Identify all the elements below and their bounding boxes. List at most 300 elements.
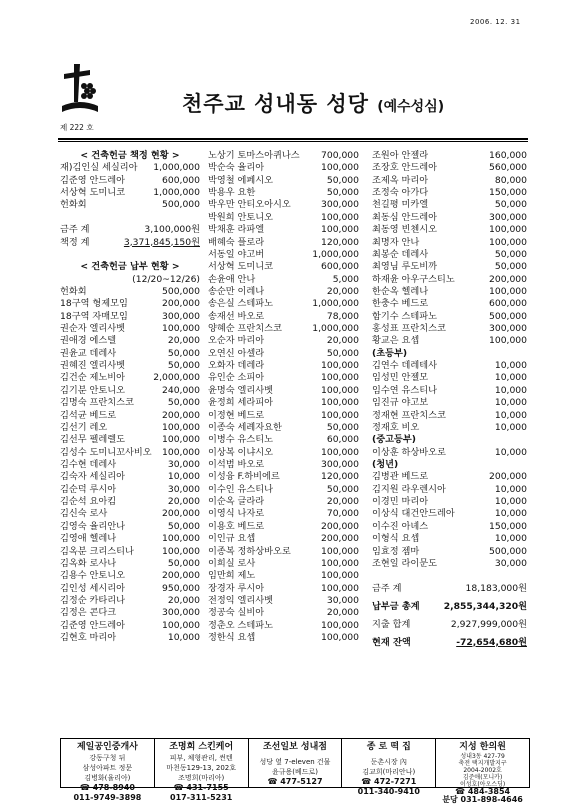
donation-amount: 300,000	[321, 458, 359, 470]
donation-amount: 100,000	[321, 582, 359, 594]
section-heading-pledge: < 건축헌금 책정 현황 >	[80, 150, 180, 161]
donation-amount: 100,000	[321, 570, 359, 582]
donor-row	[60, 410, 200, 422]
donor-row	[208, 459, 359, 471]
donation-amount: 10,000	[167, 632, 200, 644]
donation-amount: 10,000	[494, 533, 527, 545]
donor-row	[372, 508, 527, 520]
ad-line: 윤규용(베드로)	[271, 768, 319, 776]
donor-row	[60, 595, 200, 607]
donor-row	[208, 199, 359, 211]
donation-amount: 1,000,000	[312, 323, 359, 335]
ad-line: 2004-2002호	[463, 767, 502, 774]
donor-row	[60, 397, 200, 409]
weekly-sum: 금주 계 18,183,000원	[372, 582, 527, 594]
donation-amount: 950,000	[162, 582, 200, 594]
donation-amount: 50,000	[167, 360, 200, 372]
donor-row	[60, 335, 200, 347]
donation-amount: 20,000	[326, 335, 359, 347]
donor-row	[208, 410, 359, 422]
donor-name: 서상혁 도미니코	[208, 261, 274, 273]
donation-amount: 100,000	[321, 224, 359, 236]
donor-name: 한충수 베드로	[372, 298, 429, 310]
donor-name: 최동영 빈첸시오	[372, 224, 438, 236]
donation-amount: 100,000	[162, 545, 200, 557]
donation-amount: 100,000	[489, 335, 527, 347]
ad-name: 지성 한의원	[459, 742, 506, 752]
donor-row	[372, 237, 527, 249]
donor-name: 하재윤 아우구스티노	[372, 273, 455, 285]
donation-amount: 60,000	[326, 434, 359, 446]
donation-amount: 600,000	[321, 261, 359, 273]
donor-row	[60, 360, 200, 372]
current-balance: 현재 잔액 -72,654,680원	[372, 636, 527, 648]
ad-phone: ☎ 478-8940	[79, 783, 135, 792]
paid-grand-total: 납부금 총계 2,855,344,320원	[372, 600, 527, 612]
donor-name: 김순덕 루시아	[60, 483, 117, 495]
donor-name: 정한식 요셉	[208, 632, 256, 644]
donation-amount: 160,000	[489, 150, 527, 161]
donation-amount: 20,000	[326, 285, 359, 297]
page-title	[182, 88, 444, 118]
donor-name: 김정은 콘다크	[60, 607, 117, 619]
pledge-weekly-total: 금주 계 3,100,000원	[60, 224, 200, 236]
donor-row	[372, 335, 527, 347]
ad-box	[249, 739, 343, 787]
donor-name: 이종복 정하상바오로	[208, 545, 291, 557]
donor-row	[208, 249, 359, 261]
donor-name: 김명숙 프란치스코	[60, 397, 134, 409]
donor-row	[60, 187, 200, 199]
donor-name: 이희실 로사	[208, 557, 256, 569]
ad-line: 둔촌시장 內	[370, 758, 407, 766]
donor-name: 김수현 데레사	[60, 458, 117, 470]
subheading-middle-high: (중고등부)	[372, 434, 416, 446]
donor-row	[372, 372, 527, 384]
donation-amount: 10,000	[494, 421, 527, 433]
donor-name: 김영숙 율리안나	[60, 520, 126, 532]
donation-amount: 100,000	[321, 360, 359, 372]
donor-name: 임성민 안젤모	[372, 372, 429, 384]
donor-name: 김연수 데레테사	[372, 360, 438, 372]
ad-line: 이성호(아오스딩)	[459, 781, 506, 788]
donor-row	[372, 546, 527, 558]
donor-name: 조장호 안드레아	[372, 162, 438, 174]
donation-amount: 50,000	[167, 397, 200, 409]
donation-amount: 500,000	[489, 545, 527, 557]
donor-name: 임효정 젬마	[372, 545, 420, 557]
donor-row	[208, 323, 359, 335]
header-divider-thin	[58, 141, 528, 142]
donor-row	[208, 447, 359, 459]
donor-row	[208, 150, 359, 162]
donation-amount: 30,000	[167, 483, 200, 495]
donation-amount: 500,000	[489, 310, 527, 322]
donor-row	[372, 410, 527, 422]
donor-name: 송은실 스테파노	[208, 298, 274, 310]
donor-name: 조현일 라이문도	[372, 557, 438, 569]
donation-amount: 5,000	[332, 273, 359, 285]
subheading-elementary: (초등부)	[372, 347, 408, 359]
donor-name: 김선무 펠레렐도	[60, 434, 126, 446]
donation-amount: 240,000	[162, 384, 200, 396]
donor-name: 권애경 에스텔	[60, 335, 117, 347]
ad-line: 성내3동 427-79	[460, 753, 505, 760]
donor-name: 황교은 요셉	[372, 335, 420, 347]
donor-row	[372, 162, 527, 174]
donation-amount: 50,000	[326, 483, 359, 495]
donor-row	[372, 360, 527, 372]
donor-name: 이경민 마리아	[372, 496, 429, 508]
donor-row	[372, 323, 527, 335]
ad-line: 조명희(마리아)	[178, 774, 225, 782]
donor-row	[208, 607, 359, 619]
donor-row	[60, 162, 200, 174]
donor-row	[208, 348, 359, 360]
donor-row	[208, 521, 359, 533]
donor-name: 김기분 안토니오	[60, 384, 126, 396]
donor-row	[208, 187, 359, 199]
donor-name: 정춘오 스테파노	[208, 619, 274, 631]
section-heading-payment: < 건축헌금 납부 현황 >	[80, 261, 180, 273]
donor-name: 노상기 토마스아퀴나스	[208, 150, 300, 161]
donor-row	[60, 385, 200, 397]
ad-name: 조명희 스킨케어	[169, 742, 234, 752]
donor-name: 이성융 F.하비에르	[208, 471, 280, 483]
donor-row	[60, 471, 200, 483]
donation-amount: 300,000	[489, 211, 527, 223]
donor-name: 이영식 나자로	[208, 508, 265, 520]
donor-name: 최봉순 데레사	[372, 248, 429, 260]
bulletin-date: 2006. 12. 31	[470, 18, 521, 26]
donor-row	[372, 496, 527, 508]
donor-name: 서동일 야고버	[208, 248, 265, 260]
donor-row	[208, 434, 359, 446]
ad-phone: ☎ 484-3854	[455, 787, 511, 796]
donor-row	[60, 632, 200, 644]
donor-name: 송재선 바오로	[208, 310, 265, 322]
donor-name: 권윤교 데레사	[60, 347, 117, 359]
ad-line: 강동구청 뒤	[89, 754, 126, 762]
donor-row	[60, 199, 200, 211]
donor-name: 18구역 자매모임	[60, 310, 128, 322]
donor-row	[372, 521, 527, 533]
ad-line: 성당 옆 7-eleven 건물	[259, 758, 331, 766]
donor-name: 홍성표 프란치스코	[372, 323, 446, 335]
header-divider	[58, 138, 528, 140]
donor-name: 이상훈 하상바오로	[372, 446, 446, 458]
donor-name: 헌화회	[60, 285, 87, 297]
donor-name: 이종숙 세례자요한	[208, 421, 282, 433]
donation-amount: 100,000	[162, 323, 200, 335]
donation-amount: 200,000	[321, 520, 359, 532]
donor-name: 임수연 유스티나	[372, 384, 438, 396]
donation-amount: 50,000	[167, 557, 200, 569]
donor-row	[372, 274, 527, 286]
donor-name: 김성수 도미니꼬사비오	[60, 446, 152, 458]
donor-row	[208, 397, 359, 409]
ad-line: 김준애(모니카)	[462, 774, 503, 781]
donor-row	[208, 237, 359, 249]
ad-box	[61, 739, 155, 802]
donation-amount: 300,000	[162, 310, 200, 322]
donor-row	[60, 484, 200, 496]
donor-row	[208, 360, 359, 372]
donor-name: 이인규 요셉	[208, 533, 256, 545]
donor-row	[372, 187, 527, 199]
donor-name: 이상식 대건안드레아	[372, 508, 455, 520]
donor-row	[208, 570, 359, 582]
donor-row	[372, 533, 527, 545]
donor-row	[372, 249, 527, 261]
donation-amount: 100,000	[162, 619, 200, 631]
donation-amount: 200,000	[489, 273, 527, 285]
ad-line: 마천동129-13, 202호	[166, 764, 237, 772]
donor-name: 서상혁 도미니코	[60, 187, 126, 199]
donor-name: 박영철 에페시오	[208, 174, 274, 186]
donation-amount: 100,000	[321, 619, 359, 631]
donor-row	[60, 434, 200, 446]
donor-row	[60, 607, 200, 619]
donor-row	[372, 311, 527, 323]
donor-row	[208, 533, 359, 545]
donation-amount: 300,000	[162, 607, 200, 619]
donation-amount: 300,000	[489, 323, 527, 335]
donor-name: 조원아 안젤라	[372, 150, 429, 161]
donation-amount: 300,000	[321, 199, 359, 211]
ad-phone: ☎ 472-7271	[361, 777, 417, 786]
donor-row	[208, 274, 359, 286]
ad-phone: 017-311-5231	[170, 793, 233, 802]
ad-line: 김교희(마리안나)	[362, 768, 416, 776]
donor-name: 18구역 형제모임	[60, 298, 128, 310]
ad-phone: 011-340-9410	[357, 787, 420, 796]
donor-row	[372, 558, 527, 570]
donation-amount: 1,000,000	[312, 298, 359, 310]
donor-name: 오순자 마리아	[208, 335, 265, 347]
ad-line: 김병화(율리아)	[84, 774, 131, 782]
donation-amount: 50,000	[167, 347, 200, 359]
donor-row	[372, 199, 527, 211]
expense-total: 지출 합계 2,927,999,000원	[372, 618, 527, 630]
donor-row	[372, 150, 527, 162]
donor-row	[372, 224, 527, 236]
donor-name: 이병수 유스티노	[208, 434, 274, 446]
donor-row	[60, 422, 200, 434]
donor-name: 이수인 유스티나	[208, 483, 274, 495]
pledge-grand-total: 책정 계 3,371,845,150원	[60, 236, 200, 248]
donation-amount: 120,000	[321, 471, 359, 483]
advertisement-bar	[60, 738, 530, 804]
donor-name: 김옥분 크리스티나	[60, 545, 134, 557]
donor-name: 이순옥 글라라	[208, 496, 265, 508]
donor-row	[372, 261, 527, 273]
donor-name: 오연신 아셀라	[208, 347, 265, 359]
donation-amount: 78,000	[326, 310, 359, 322]
donation-amount: 200,000	[162, 409, 200, 421]
ad-phone: 011-9749-3898	[73, 793, 142, 802]
donation-amount: 10,000	[494, 496, 527, 508]
payment-period: (12/20~12/26)	[132, 273, 200, 285]
ad-phone: ☎ 477-5127	[267, 777, 323, 786]
donation-amount: 150,000	[489, 187, 527, 199]
donor-name: 김옥화 로사나	[60, 557, 117, 569]
ad-box	[436, 739, 529, 804]
donation-amount: 30,000	[167, 458, 200, 470]
donor-row	[60, 459, 200, 471]
donor-row	[60, 372, 200, 384]
donation-amount: 20,000	[326, 607, 359, 619]
donor-name: 배혜숙 플로라	[208, 236, 265, 248]
donor-row	[208, 224, 359, 236]
donor-name: 조제옥 마리아	[372, 174, 429, 186]
donor-row	[372, 286, 527, 298]
donor-row	[60, 546, 200, 558]
donor-name: 이상복 이냐시오	[208, 446, 274, 458]
donor-row	[208, 261, 359, 273]
donor-row	[208, 311, 359, 323]
donor-row	[208, 496, 359, 508]
donor-row	[60, 521, 200, 533]
donor-row	[208, 558, 359, 570]
donation-amount: 10,000	[494, 397, 527, 409]
donation-amount: 100,000	[321, 211, 359, 223]
donor-row	[208, 298, 359, 310]
donor-row	[60, 286, 200, 298]
donor-row	[60, 558, 200, 570]
donor-name: 박우만 안티오아시오	[208, 199, 291, 211]
donor-name: 유인순 소피아	[208, 372, 265, 384]
donation-amount: 100,000	[489, 224, 527, 236]
donation-amount: 200,000	[321, 533, 359, 545]
donor-row	[208, 372, 359, 384]
donation-amount: 50,000	[326, 347, 359, 359]
donation-amount: 30,000	[326, 594, 359, 606]
donor-row	[372, 212, 527, 224]
donor-name: 정공숙 실비아	[208, 607, 265, 619]
donor-name: 조정숙 아가다	[372, 187, 429, 199]
donor-row	[372, 484, 527, 496]
donor-name: 박순숙 율리아	[208, 162, 265, 174]
donor-name: 최동심 안드레아	[372, 211, 438, 223]
donation-amount: 20,000	[326, 496, 359, 508]
donor-name: 한순옥 헬레나	[372, 285, 429, 297]
title-main: 천주교 성내동 성당	[182, 92, 369, 116]
donor-row	[208, 162, 359, 174]
donation-amount: 100,000	[321, 397, 359, 409]
donation-amount: 100,000	[321, 545, 359, 557]
donor-row	[208, 583, 359, 595]
church-logo-icon	[60, 62, 100, 120]
donor-name: 송순만 이레나	[208, 285, 265, 297]
donation-amount: 50,000	[167, 520, 200, 532]
donor-name: 이석범 바오로	[208, 458, 265, 470]
donor-row	[208, 286, 359, 298]
donation-amount: 100,000	[162, 434, 200, 446]
donor-row	[60, 508, 200, 520]
donor-row	[60, 620, 200, 632]
donation-amount: 80,000	[494, 174, 527, 186]
donor-name: 김석균 베드로	[60, 409, 117, 421]
donor-row	[60, 583, 200, 595]
donor-name: 김영애 헬레나	[60, 533, 117, 545]
ad-box	[342, 739, 436, 796]
donation-amount: 20,000	[167, 594, 200, 606]
donor-name: 재)김인실 세실리아	[60, 162, 138, 174]
donor-row	[208, 335, 359, 347]
ad-phone: 분당 031-898-4646	[442, 795, 523, 804]
donation-amount: 50,000	[326, 187, 359, 199]
donor-row	[60, 348, 200, 360]
donor-row	[208, 471, 359, 483]
donor-row	[60, 496, 200, 508]
ad-line: 삼성아파트 정문	[82, 764, 133, 772]
donor-row	[372, 385, 527, 397]
donor-name: 장경자 루시아	[208, 582, 265, 594]
donation-amount: 50,000	[326, 174, 359, 186]
donation-amount: 100,000	[321, 162, 359, 174]
donor-row	[60, 298, 200, 310]
donation-amount: 100,000	[489, 236, 527, 248]
donor-row	[60, 323, 200, 335]
donor-name: 임만희 제노	[208, 570, 256, 582]
donation-amount: 100,000	[162, 421, 200, 433]
donor-row	[208, 546, 359, 558]
donation-amount: 150,000	[489, 520, 527, 532]
donor-row	[208, 385, 359, 397]
donor-name: 김건순 제노비아	[60, 372, 126, 384]
donor-name: 박원희 안토니오	[208, 211, 274, 223]
donor-name: 정재호 비오	[372, 421, 420, 433]
donor-name: 김준영 안드레아	[60, 619, 126, 631]
donation-amount: 50,000	[326, 421, 359, 433]
donor-row	[60, 533, 200, 545]
donor-name: 김인성 세시리아	[60, 582, 126, 594]
donation-amount: 100,000	[321, 632, 359, 644]
donor-name: 이정현 베드로	[208, 409, 265, 421]
donation-amount: 10,000	[494, 384, 527, 396]
donor-name: 권순자 엘리사벳	[60, 323, 126, 335]
ad-name: 제일공인중개사	[76, 742, 138, 752]
donation-amount: 50,000	[494, 199, 527, 211]
donation-amount: 200,000	[489, 471, 527, 483]
donation-amount: 700,000	[321, 150, 359, 161]
donation-amount: 100,000	[321, 384, 359, 396]
column-1	[60, 150, 200, 644]
donation-amount: 500,000	[162, 285, 200, 297]
ad-line: 피부, 체형관리, 썬텐	[169, 754, 233, 762]
donation-amount: 70,000	[326, 508, 359, 520]
donation-amount: 100,000	[321, 372, 359, 384]
donor-row	[60, 570, 200, 582]
donor-name: 김지원 라우렌시아	[372, 483, 446, 495]
donation-amount: 10,000	[494, 508, 527, 520]
donor-row	[372, 471, 527, 483]
donation-amount: 100,000	[162, 446, 200, 458]
donation-amount: 100,000	[321, 446, 359, 458]
donation-amount: 100,000	[489, 285, 527, 297]
donation-amount: 10,000	[167, 471, 200, 483]
donor-row	[208, 422, 359, 434]
subheading-youth: (청년)	[372, 458, 399, 470]
donor-name: 이형식 요셉	[372, 533, 420, 545]
donor-name: 오화자 데레라	[208, 360, 265, 372]
donation-amount: 10,000	[494, 483, 527, 495]
donor-name: 윤정희 세라피아	[208, 397, 274, 409]
donor-row	[60, 447, 200, 459]
donor-row	[208, 508, 359, 520]
title-sub: (예수성심)	[377, 99, 445, 115]
